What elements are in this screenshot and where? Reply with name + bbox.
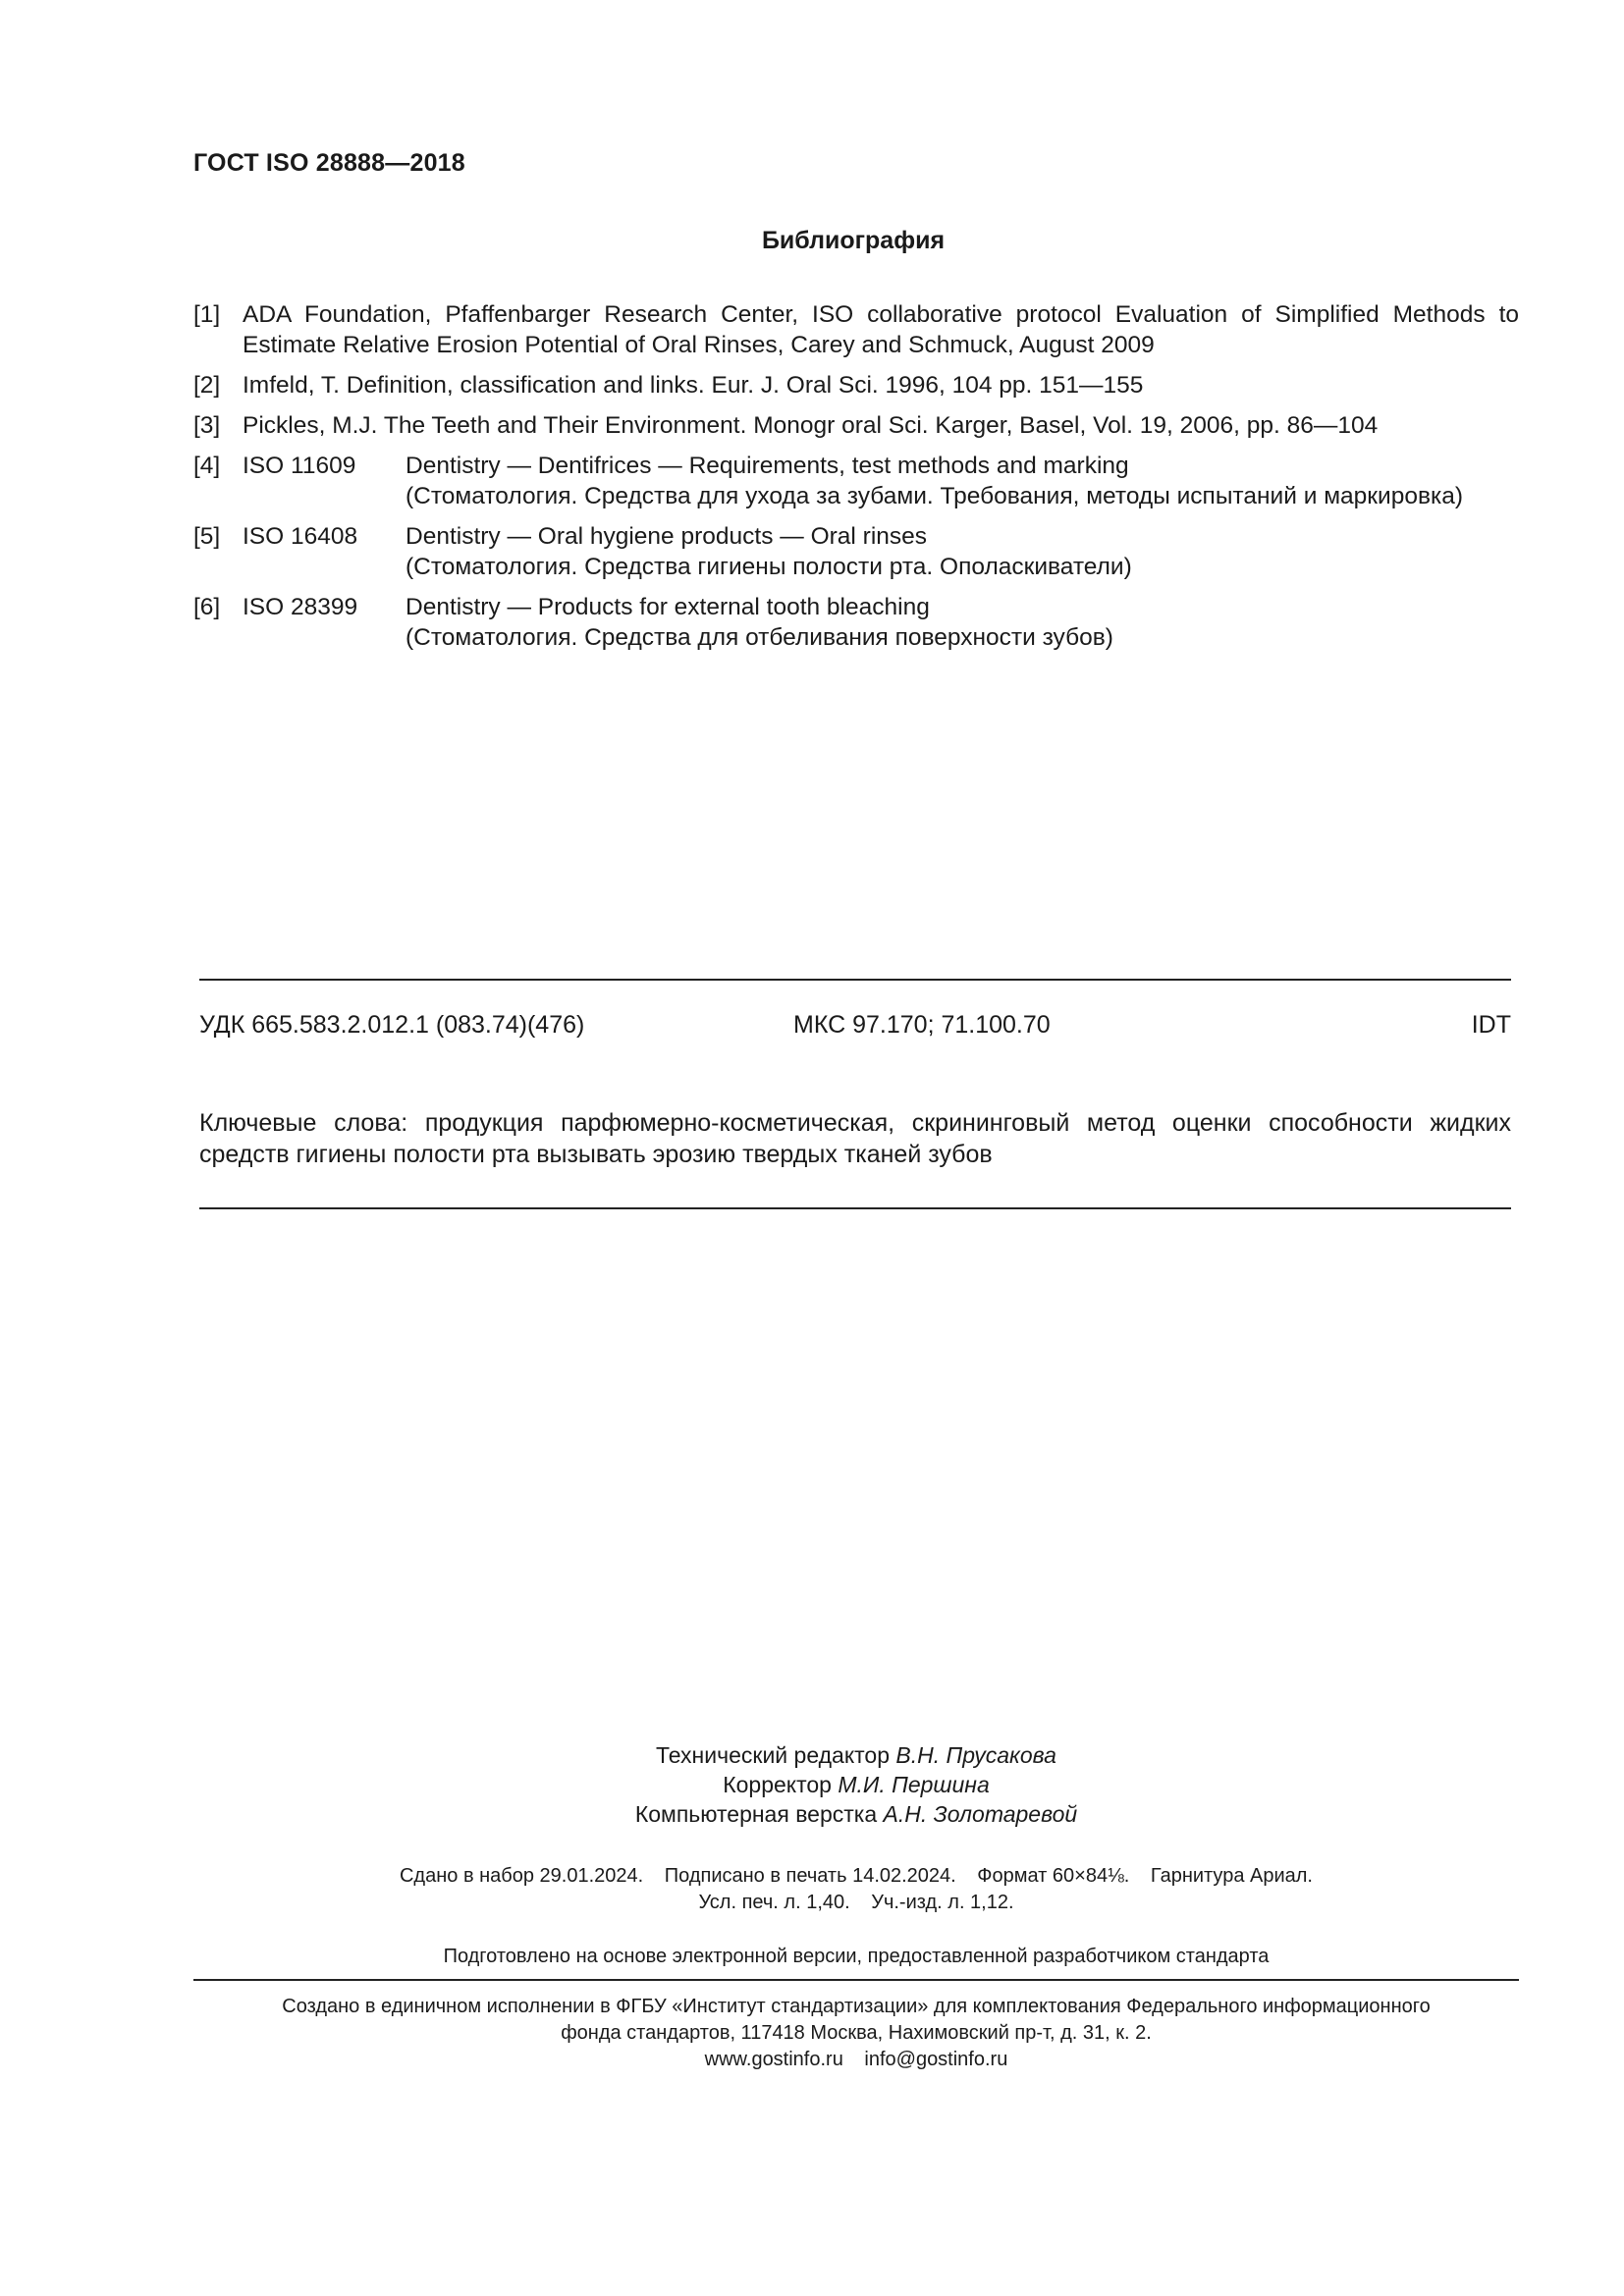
print-typeface: Гарнитура Ариал.	[1150, 1865, 1313, 1887]
bibliography-list	[193, 299, 1519, 663]
reference-title-en: Dentistry — Products for external tooth bleaching	[406, 594, 930, 620]
credits-block	[193, 1740, 1519, 1829]
credit-person: А.Н. Золотаревой	[883, 1801, 1078, 1827]
credit-label: Компьютерная верстка	[634, 1801, 878, 1827]
reference-title-en: Dentistry — Dentifrices — Requirements, test methods and marking	[406, 453, 1129, 479]
credit-layout	[193, 1799, 1519, 1829]
reference-item	[193, 370, 1519, 400]
reference-text: Imfeld, T. Definition, classification and links. Eur. J. Oral Sci. 1996, 104 pp. 151—155	[243, 372, 1144, 399]
reference-number: [3]	[193, 412, 221, 439]
classification-row	[199, 1011, 1511, 1044]
reference-title-ru: (Стоматология. Средства гигиены полости рта. Ополаскиватели)	[406, 554, 1132, 580]
reference-number: [5]	[193, 523, 221, 550]
reference-item	[193, 410, 1519, 441]
footer-line: Создано в единичном исполнении в ФГБУ «Институт стандартизации» для комплектования Федерального информационного	[282, 1996, 1431, 2017]
credit-person: В.Н. Прусакова	[895, 1742, 1056, 1768]
credit-label: Корректор	[723, 1772, 832, 1797]
footer-website-link[interactable]: www.gostinfo.ru	[704, 2049, 843, 2070]
print-signed-date: Подписано в печать 14.02.2024.	[664, 1865, 956, 1887]
reference-item	[193, 299, 1519, 360]
print-info	[193, 1863, 1519, 1916]
reference-number: [6]	[193, 594, 221, 620]
reference-standard-code: ISO 11609	[243, 453, 356, 479]
print-pub-sheets: Уч.-изд. л. 1,12.	[871, 1892, 1014, 1913]
divider-bottom	[193, 1979, 1519, 1981]
reference-number: [2]	[193, 372, 221, 399]
reference-standard-code: ISO 28399	[243, 594, 358, 620]
reference-number: [4]	[193, 453, 221, 479]
footer-line: фонда стандартов, 117418 Москва, Нахимовский пр-т, д. 31, к. 2.	[561, 2022, 1152, 2044]
keywords-paragraph: Ключевые слова: продукция парфюмерно-косметическая, скрининговый метод оценки способности жидких средств гигиены полости рта вызывать эрозию твердых тканей зубов	[199, 1109, 1511, 1168]
footer-email-link[interactable]: info@gostinfo.ru	[864, 2049, 1008, 2070]
credit-corrector	[193, 1770, 1519, 1799]
mks-code: МКС 97.170; 71.100.70	[793, 1011, 1051, 1039]
reference-standard-code: ISO 16408	[243, 523, 358, 550]
credit-label: Технический редактор	[656, 1742, 891, 1768]
bibliography-title: Библиография	[761, 227, 946, 254]
reference-item	[193, 521, 1519, 582]
credit-tech-editor	[193, 1740, 1519, 1770]
reference-text: Pickles, M.J. The Teeth and Their Environment. Monogr oral Sci. Karger, Basel, Vol. 19, 2006, pp. 86—104	[243, 412, 1379, 439]
print-sheets: Усл. печ. л. 1,40.	[698, 1892, 850, 1913]
reference-item	[193, 451, 1519, 511]
divider-top	[199, 979, 1511, 981]
credit-person: М.И. Першина	[838, 1772, 990, 1797]
page-header-standard-code: ГОСТ ISO 28888—2018	[193, 149, 465, 177]
reference-item	[193, 592, 1519, 653]
print-typeset-date: Сдано в набор 29.01.2024.	[399, 1865, 644, 1887]
divider-keywords	[199, 1207, 1511, 1209]
prepared-note: Подготовлено на основе электронной версии, предоставленной разработчиком стандарта	[443, 1946, 1270, 1967]
footer-block	[193, 1994, 1519, 2073]
udk-code: УДК 665.583.2.012.1 (083.74)(476)	[199, 1011, 585, 1039]
idt-label: IDT	[1471, 1011, 1511, 1039]
reference-title-ru: (Стоматология. Средства для ухода за зубами. Требования, методы испытаний и маркировка)	[406, 483, 1464, 509]
reference-text: ADA Foundation, Pfaffenbarger Research Center, ISO collaborative protocol Evaluation of Simplified Methods to Estimate Relative Erosion Potential of Oral Rinses, Carey and Schmuck, August 2009	[243, 301, 1519, 358]
reference-number: [1]	[193, 301, 221, 328]
print-format: Формат 60×84⅛.	[977, 1865, 1130, 1887]
reference-title-en: Dentistry — Oral hygiene products — Oral rinses	[406, 523, 928, 550]
reference-title-ru: (Стоматология. Средства для отбеливания поверхности зубов)	[406, 624, 1113, 651]
